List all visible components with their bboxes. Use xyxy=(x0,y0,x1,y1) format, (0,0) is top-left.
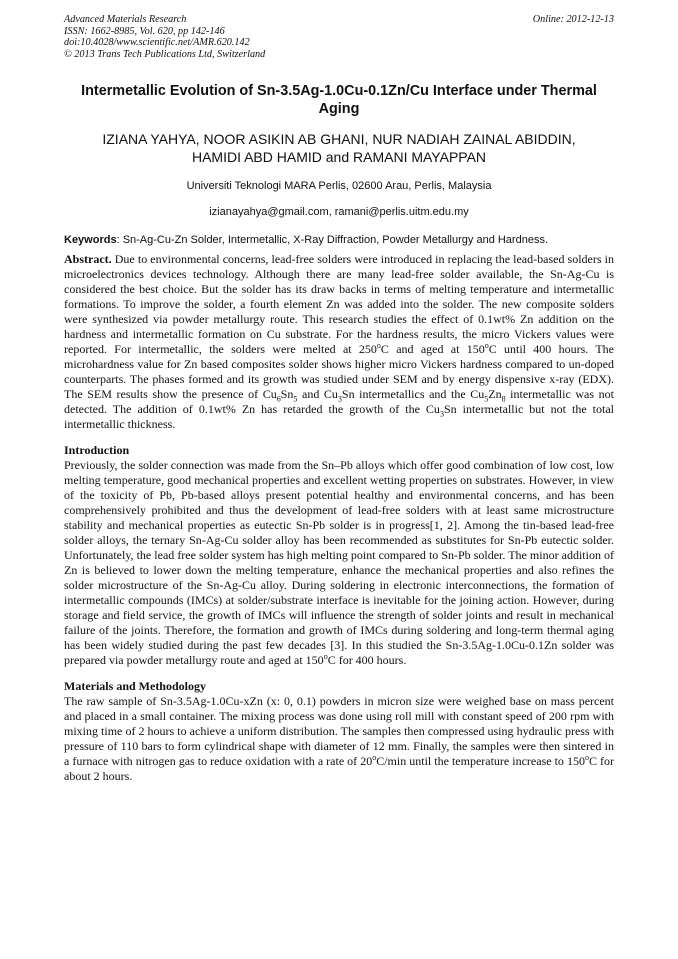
subscript: 5 xyxy=(293,393,298,403)
degree-mark: o xyxy=(323,651,328,661)
author-line-1: IZIANA YAHYA, NOOR ASIKIN AB GHANI, NUR NADIAH ZAINAL ABIDDIN, xyxy=(102,131,576,147)
degree-mark: o xyxy=(584,752,589,762)
subscript: 3 xyxy=(439,408,444,418)
abstract-text: intermetallic was not detected. The addition of 0.1wt% Zn has retarded the growth of the Cu xyxy=(64,386,614,416)
abstract xyxy=(64,252,614,432)
journal-name: Advanced Materials Research xyxy=(64,14,187,25)
online-date: Online: 2012-12-13 xyxy=(532,14,614,25)
introduction-text: C for 400 hours. xyxy=(327,652,407,667)
abstract-text: C and aged at 150 xyxy=(380,341,485,356)
running-header xyxy=(64,14,614,60)
methods-paragraph xyxy=(64,694,614,784)
issn-line: ISSN: 1662-8985, Vol. 620, pp 142-146 xyxy=(64,25,225,37)
copyright-line: © 2013 Trans Tech Publications Ltd, Switzerland xyxy=(64,48,266,60)
publication-info xyxy=(64,14,265,60)
degree-mark: o xyxy=(484,340,489,350)
abstract-text: Due to environmental concerns, lead-free solders were introduced in replacing the lead-based solders in microelectronics devices technology. Although there are many lead-free solder available, the Sn-Ag-Cu is considered the best choice. But the solder has its draw backs in terms of melting temperature and intermetallic formations. To improve the solder, a fourth element Zn was added into the solder. The new composite solders were synthesized via powder metallurgy route. This research studies the effect of 0.1wt% Zn addition on the hardness and intermetallic formation on Cu substrate. For the hardness results, the micro Vickers values were reported. For intermetallic, the solders were melted at 250 xyxy=(64,251,614,356)
subscript: 3 xyxy=(337,393,342,403)
doi-line: doi:10.4028/www.scientific.net/AMR.620.142 xyxy=(64,37,250,48)
keywords xyxy=(64,234,614,248)
author-list xyxy=(64,130,614,166)
subscript: 5 xyxy=(484,393,489,403)
degree-mark: o xyxy=(376,340,381,350)
author-line-2: HAMIDI ABD HAMID and RAMANI MAYAPPAN xyxy=(191,149,487,165)
abstract-text: Sn xyxy=(280,386,294,401)
keywords-label: Keywords xyxy=(64,234,117,246)
abstract-text: Sn intermetallics and the Cu xyxy=(341,386,485,401)
author-emails: izianayahya@gmail.com, ramani@perlis.uitm.edu.my xyxy=(209,206,469,218)
methods-heading: Materials and Methodology xyxy=(64,678,206,693)
abstract-text: Sn intermetallic but not the total intermetallic thickness. xyxy=(64,401,615,431)
abstract-text: and Cu xyxy=(297,386,338,401)
methods-text: C/min until the temperature increase to 150 xyxy=(376,753,585,768)
introduction-text: Previously, the solder connection was made from the Sn–Pb alloys which offer good combination of low cost, low melting temperature, good mechanical properties and excellent wetting properties on substrates. However, in view of the toxicity of Pb, Pb-based alloys present potential healthy and environmental concerns, and has been comprehensively prohibited and thus the development of lead-free solders with at least same microstructure stability and mechanical properties as eutectic Sn-Pb solder is in progress[1, 2]. Among the tin-based lead-free solder alloys, the ternary Sn-Ag-Cu solder alloy has been recommended as substitutes for Sn-Pb eutectic solder. Unfortunately, the lead free solder system has high melting point compared to Sn-Pb solder. The minor addition of Zn is believed to lower down the melting temperature, enhance the mechanical properties and also refines the solder microstructure of the Sn-Ag-Cu alloy. During soldering in electronic interconnections, the formation of intermetallic compounds (IMCs) at solder/substrate interface is inevitable for the joining action. However, during storage and field service, the growth of IMCs will influence the strength of solder joints and result in mechanical failure of the joints. Therefore, the formation and growth of IMCs during soldering and long-term thermal aging has been widely studied during the past few decades [3]. In this studied the Sn-3.5Ag-1.0Cu-0.1Zn solder was prepared via powder metallurgy route and aged at 150 xyxy=(64,457,614,667)
paper-title: Intermetallic Evolution of Sn-3.5Ag-1.0Cu-0.1Zn/Cu Interface under Thermal Aging xyxy=(81,83,597,117)
introduction-heading: Introduction xyxy=(64,442,130,457)
introduction-paragraph xyxy=(64,458,614,668)
affiliation: Universiti Teknologi MARA Perlis, 02600 Arau, Perlis, Malaysia xyxy=(186,180,492,192)
methods-text: C for about 2 hours. xyxy=(64,753,614,783)
degree-mark: o xyxy=(372,752,377,762)
methods-text: The raw sample of Sn-3.5Ag-1.0Cu-xZn (x: 0, 0.1) powders in micron size were weighed base on mass percent and placed in a small container. The mixing process was done using roll mill with constant speed of 200 rpm with mixing time of 2 hours to achieve a uniform distribution. The samples then compressed using hydraulic press with pressure of 110 bars to form cylindrical shape with diameter of 12 mm. Finally, the samples were then sintered in a furnace with nitrogen gas to reduce oxidation with a rate of 20 xyxy=(64,693,614,768)
keywords-text: : Sn-Ag-Cu-Zn Solder, Intermetallic, X-Ray Diffraction, Powder Metallurgy and Hardness. xyxy=(116,234,548,246)
subscript: 6 xyxy=(276,393,281,403)
abstract-text: Zn xyxy=(488,386,502,401)
abstract-text: C until 400 hours. The microhardness value for Zn based composites solder shows higher micro Vickers hardness compared to un-doped counterparts. The phases formed and its growth was studied under SEM and by energy dispensive x-ray (EDX). The SEM results show the presence of Cu xyxy=(64,341,614,401)
subscript: 8 xyxy=(501,393,506,403)
abstract-label: Abstract. xyxy=(64,251,112,266)
